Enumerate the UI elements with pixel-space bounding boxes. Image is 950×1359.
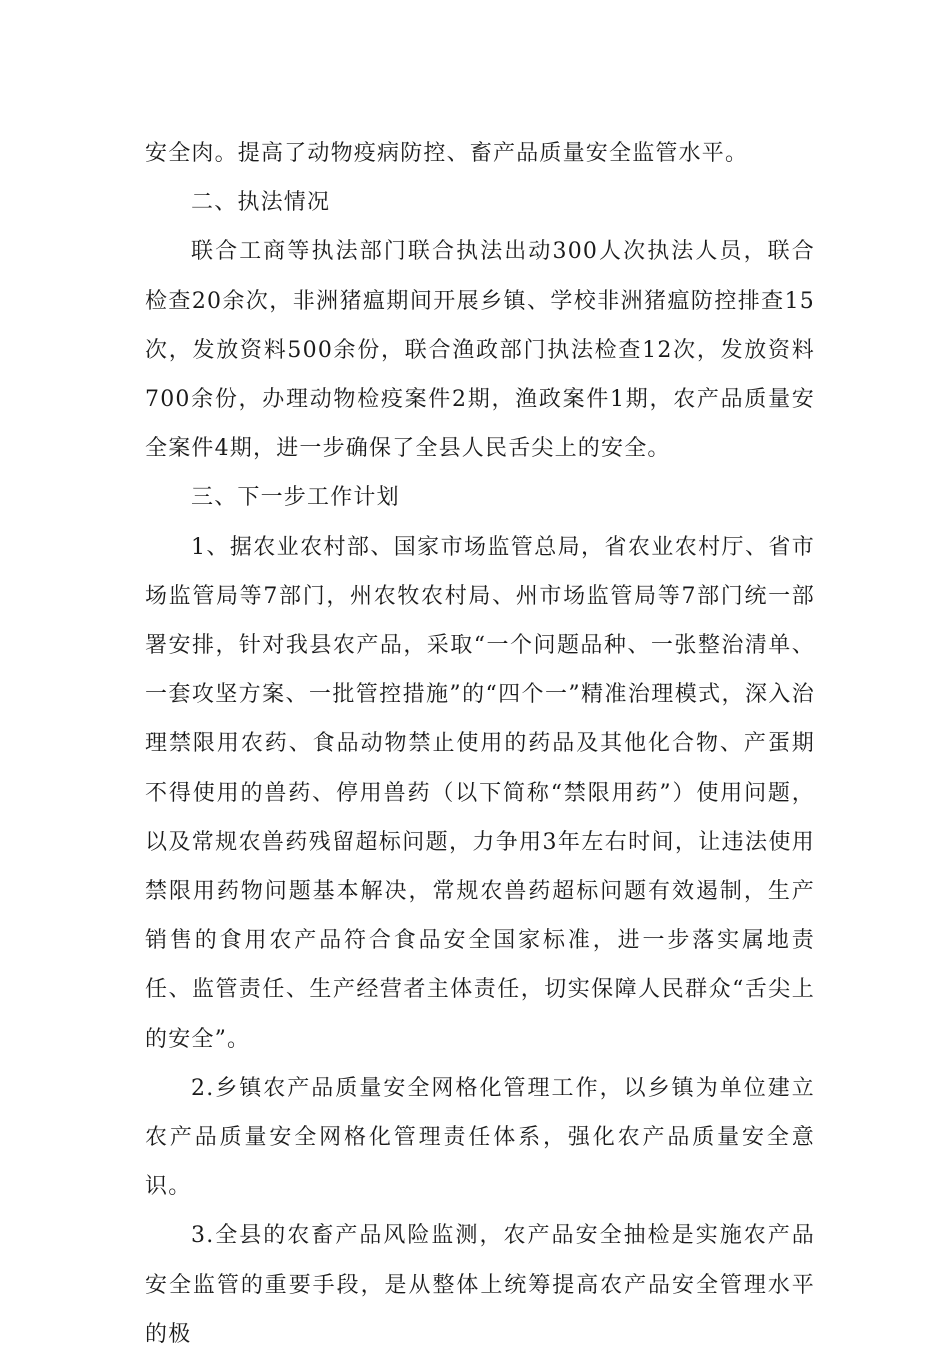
paragraph-enforcement: 联合工商等执法部门联合执法出动300人次执法人员，联合检查20余次，非洲猪瘟期间开展乡镇、学校非洲猪瘟防控排查15次，发放资料500余份，联合渔政部门执法检查12次，发放资料700余份，办理动物检疫案件2期，渔政案件1期，农产品质量安全案件4期，进一步确保了全县人民舌尖上的安全。 [145,239,815,462]
paragraph-plan-item-3: 3.全县的农畜产品风险监测，农产品安全抽检是实施农产品安全监管的重要手段，是从整体上统筹提高农产品安全管理水平的极 [145,1223,815,1347]
document-body [145,129,815,1359]
section-heading-enforcement: 二、执法情况 [191,190,331,216]
paragraph-plan-item-1: 1、据农业农村部、国家市场监管总局，省农业农村厅、省市场监管局等7部门，州农牧农村局、州市场监管局等7部门统一部署安排，针对我县农产品，采取“一个问题品种、一张整治清单、一套攻坚方案、一批管控措施”的“四个一”精准治理模式，深入治理禁限用农药、食品动物禁止使用的药品及其他化合物、产蛋期不得使用的兽药、停用兽药（以下简称“禁限用药”）使用问题，以及常规农兽药残留超标问题，力争用3年左右时间，让违法使用禁限用药物问题基本解决，常规农兽药超标问题有效遏制，生产销售的食用农产品符合食品安全国家标准，进一步落实属地责任、监管责任、生产经营者主体责任，切实保障人民群众“舌尖上的安全”。 [145,534,815,1052]
paragraph-continued: 安全肉。提高了动物疫病防控、畜产品质量安全监管水平。 [145,141,749,166]
paragraph-plan-item-2: 2.乡镇农产品质量安全网格化管理工作，以乡镇为单位建立农产品质量安全网格化管理责任体系，强化农产品质量安全意识。 [145,1075,815,1200]
section-heading-next-plan: 三、下一步工作计划 [191,485,400,511]
